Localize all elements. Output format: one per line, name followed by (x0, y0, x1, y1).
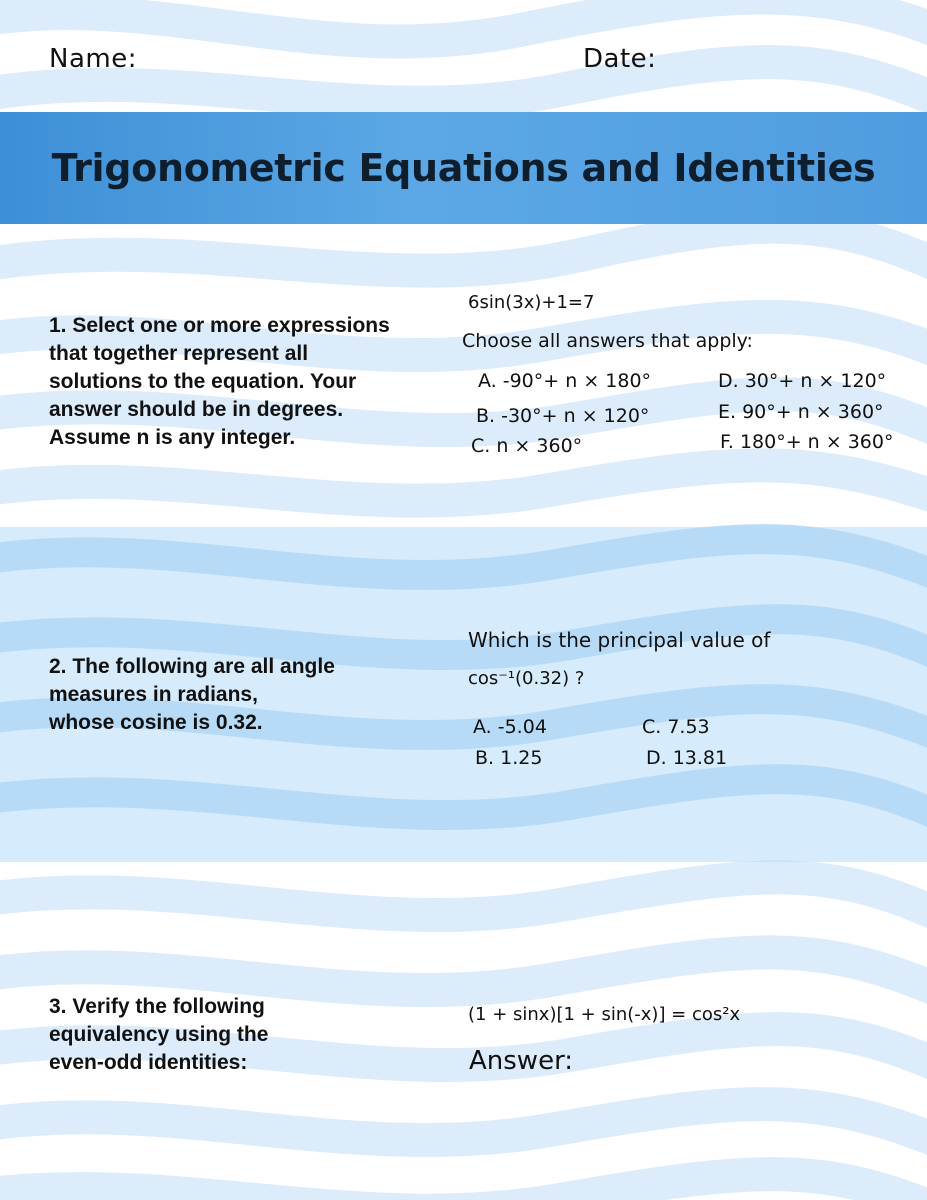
prompt-line: measures in radians, (49, 683, 258, 706)
question-1-equation: 6sin(3x)+1=7 (468, 292, 595, 313)
name-date-row (0, 0, 927, 112)
prompt-line: 1. Select one or more expressions (49, 314, 390, 337)
option-c[interactable]: C. n × 360° (471, 435, 583, 457)
option-e[interactable]: E. 90°+ n × 360° (718, 401, 884, 423)
question-3-prompt (49, 993, 268, 1077)
question-2-section (0, 527, 927, 862)
option-c[interactable]: C. 7.53 (642, 716, 710, 738)
prompt-line: that together represent all (49, 342, 309, 365)
prompt-line: 2. The following are all angle (49, 655, 335, 678)
question-3-section (0, 862, 927, 1200)
option-d[interactable]: D. 30°+ n × 120° (718, 370, 887, 392)
answer-label: Answer: (469, 1046, 574, 1076)
option-d[interactable]: D. 13.81 (646, 747, 728, 769)
question-1-prompt (49, 312, 390, 452)
name-label: Name: (49, 44, 137, 74)
option-a[interactable]: A. -90°+ n × 180° (478, 370, 652, 392)
option-b[interactable]: B. 1.25 (475, 747, 543, 769)
question-2-text: Which is the principal value of (468, 628, 771, 652)
option-b[interactable]: B. -30°+ n × 120° (476, 405, 650, 427)
question-3-equation: (1 + sinx)[1 + sin(-x)] = cos²x (468, 1004, 741, 1025)
question-1-section (0, 224, 927, 527)
prompt-line: equivalency using the (49, 1023, 269, 1046)
question-2-prompt (49, 653, 335, 737)
worksheet-title: Trigonometric Equations and Identities (51, 146, 876, 190)
prompt-line: solutions to the equation. Your (49, 370, 357, 393)
title-banner (0, 112, 927, 224)
question-2-expression: cos⁻¹(0.32) ? (468, 668, 585, 689)
prompt-line: 3. Verify the following (49, 995, 265, 1018)
prompt-line: whose cosine is 0.32. (49, 711, 263, 734)
option-f[interactable]: F. 180°+ n × 360° (720, 431, 894, 453)
prompt-line: Assume n is any integer. (49, 426, 296, 449)
prompt-line: even-odd identities: (49, 1051, 248, 1074)
prompt-line: answer should be in degrees. (49, 398, 344, 421)
question-1-instruction: Choose all answers that apply: (462, 330, 753, 352)
date-label: Date: (583, 44, 657, 74)
option-a[interactable]: A. -5.04 (473, 716, 547, 738)
